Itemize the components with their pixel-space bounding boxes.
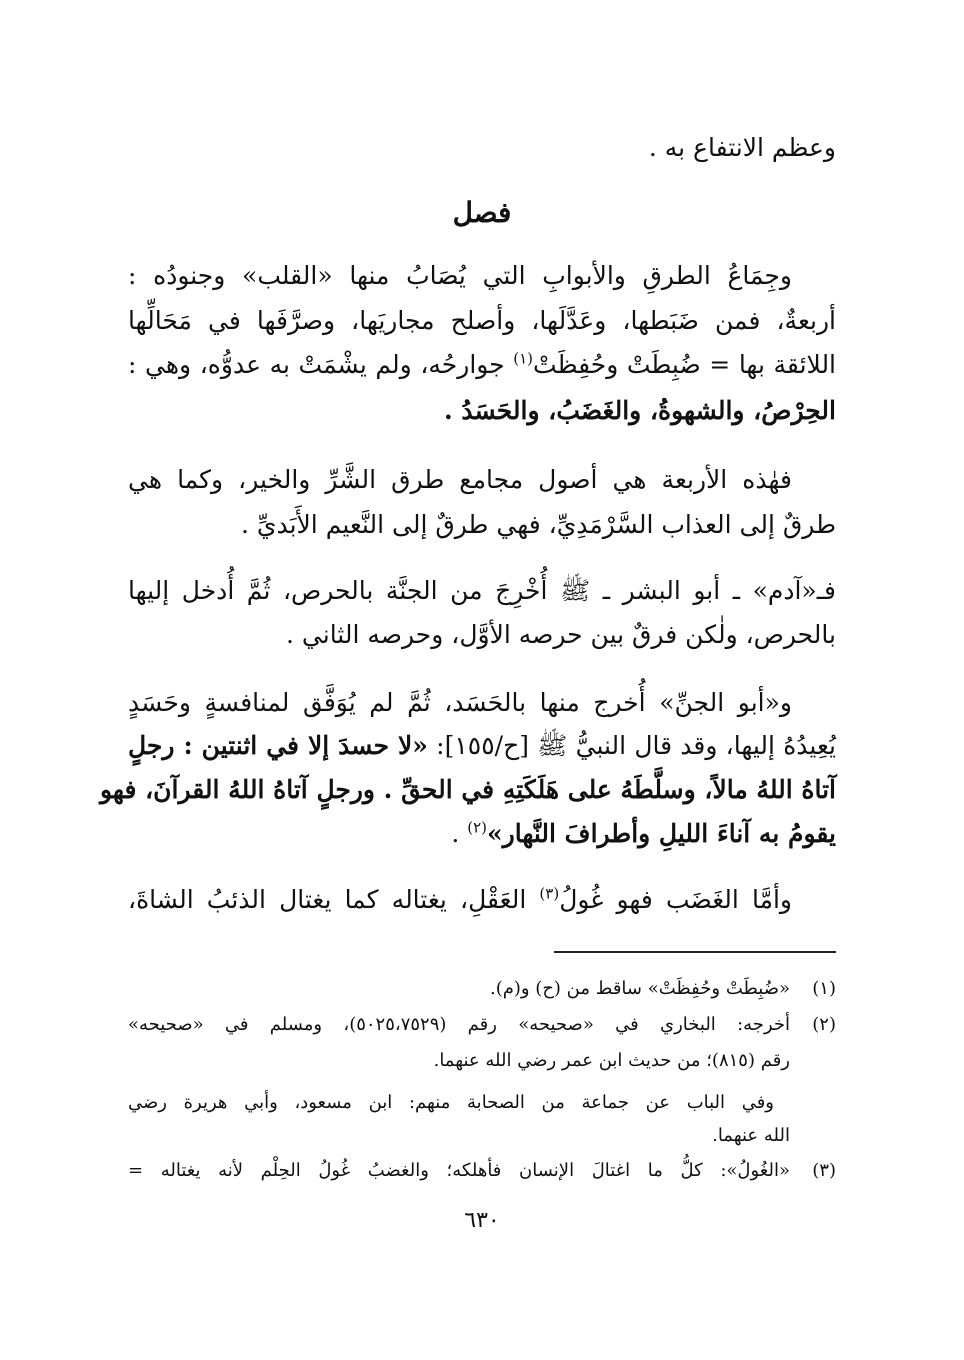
p1-line-4: الحِرْصُ، والشهوةُ، والغَضَبُ، والحَسَدُ .: [443, 396, 836, 425]
p3-line-2: بالحرص، ولٰكن فرقٌ بين حرصه الأوَّل، وحرصه الثاني .: [286, 620, 836, 649]
footnote-2-text-3: وفي الباب عن جماعة من الصحابة منهم: ابن مسعود، وأبي هريرة رضي: [128, 1092, 774, 1113]
p5-line-1-b: العَقْلِ، يغتاله كما يغتال الذئبُ الشاةَ،: [128, 885, 527, 914]
footnote-ref-3: (٣): [539, 884, 560, 903]
p1-line-3: [128, 345, 836, 385]
p4-line-3: آتاهُ اللهُ مالاً، وسلَّطَهُ على هَلَكَتِهِ في الحقِّ . ورجلٍ آتاهُ اللهُ القرآنَ، فهو: [100, 775, 836, 804]
footnote-ref-1: (١): [513, 349, 534, 368]
p4-line-1: و«أبو الجنِّ» أُخرج منها بالحَسَد، ثُمَّ لم يُوَفَّق لمنافسةٍ وحَسَدٍ: [128, 688, 792, 717]
intro-line: وعظم الانتفاع به .: [648, 133, 836, 162]
p5-line-1-a: وأمَّا الغَضَب فهو غُولُ: [559, 885, 793, 914]
p5-line-1: [128, 880, 836, 920]
footnote-2-text-4: الله عنهما.: [712, 1125, 790, 1146]
footnote-3-text: «الغُولُ»: كلُّ ما اغتالَ الإنسان فأهلكه؛ والغضبُ غُولُ الحِلْم لأنه يغتاله =: [128, 1160, 790, 1181]
p4-line-2: [128, 726, 836, 766]
p1-line-1: وجِمَاعُ الطرقِ والأبوابِ التي يُصَابُ منها «القلب» وجنودُه :: [128, 261, 792, 290]
p2-line-1: فهٰذه الأربعة هي أصول مجامع طرق الشَّرِّ والخير، وكما هي: [128, 465, 792, 494]
p3-line-1: فـ«آدم» ـ أبو البشر ـ ﷺ أُخْرِجَ من الجنَّة بالحرص، ثُمَّ أُدخل إليها: [128, 576, 836, 605]
hadith-start: «لا حسدَ إلا في اثنتين : رجلٍ: [128, 731, 428, 760]
p1-line-3-b: جوارحُه، ولم يشْمَتْ به عدوُّه، وهي :: [128, 350, 505, 379]
text-column: [100, 0, 837, 1360]
footnote-2-text-2: رقم (٨١٥)؛ من حديث ابن عمر رضي الله عنهما.: [433, 1050, 790, 1071]
footnote-separator: [554, 951, 836, 953]
section-heading: فصل: [452, 196, 512, 229]
p4-line-4: [128, 814, 836, 854]
footnote-1-text: «ضُبِطَتْ وحُفِظَتْ» ساقط من (ح) و(م).: [489, 978, 790, 999]
footnote-1-number: (١): [812, 978, 836, 999]
footnote-2-number: (٢): [812, 1014, 836, 1035]
hadith-end: يقومُ به آناءَ الليلِ وأطرافَ النَّهار»: [487, 819, 836, 848]
footnote-ref-2: (٢): [467, 818, 487, 837]
p4-line-2-a: يُعِيدُهُ إليها، وقد قال النبيُّ ﷺ [ح/١٥٥]:: [436, 731, 836, 760]
p1-line-2: أربعةٌ، فمن ضَبَطها، وعَدَّلَها، وأصلح مجاريَها، وصرَّفَها في مَحَالِّها: [128, 306, 836, 335]
p4-line-4-end: .: [451, 819, 468, 848]
footnote-3-number: (٣): [812, 1160, 836, 1181]
p2-line-2: طرقٌ إلى العذاب السَّرْمَدِيِّ، فهي طرقٌ إلى النَّعيم الأَبَديِّ .: [241, 510, 836, 539]
page-number: ٦٣٠: [464, 1208, 500, 1233]
footnote-2-text-1: أخرجه: البخاري في «صحيحه» رقم (٥٠٢٥،٧٥٢٩)، ومسلم في «صحيحه»: [128, 1014, 790, 1035]
p1-line-3-a: اللائقة بها = ضُبِطَتْ وحُفِظَتْ: [533, 350, 837, 379]
